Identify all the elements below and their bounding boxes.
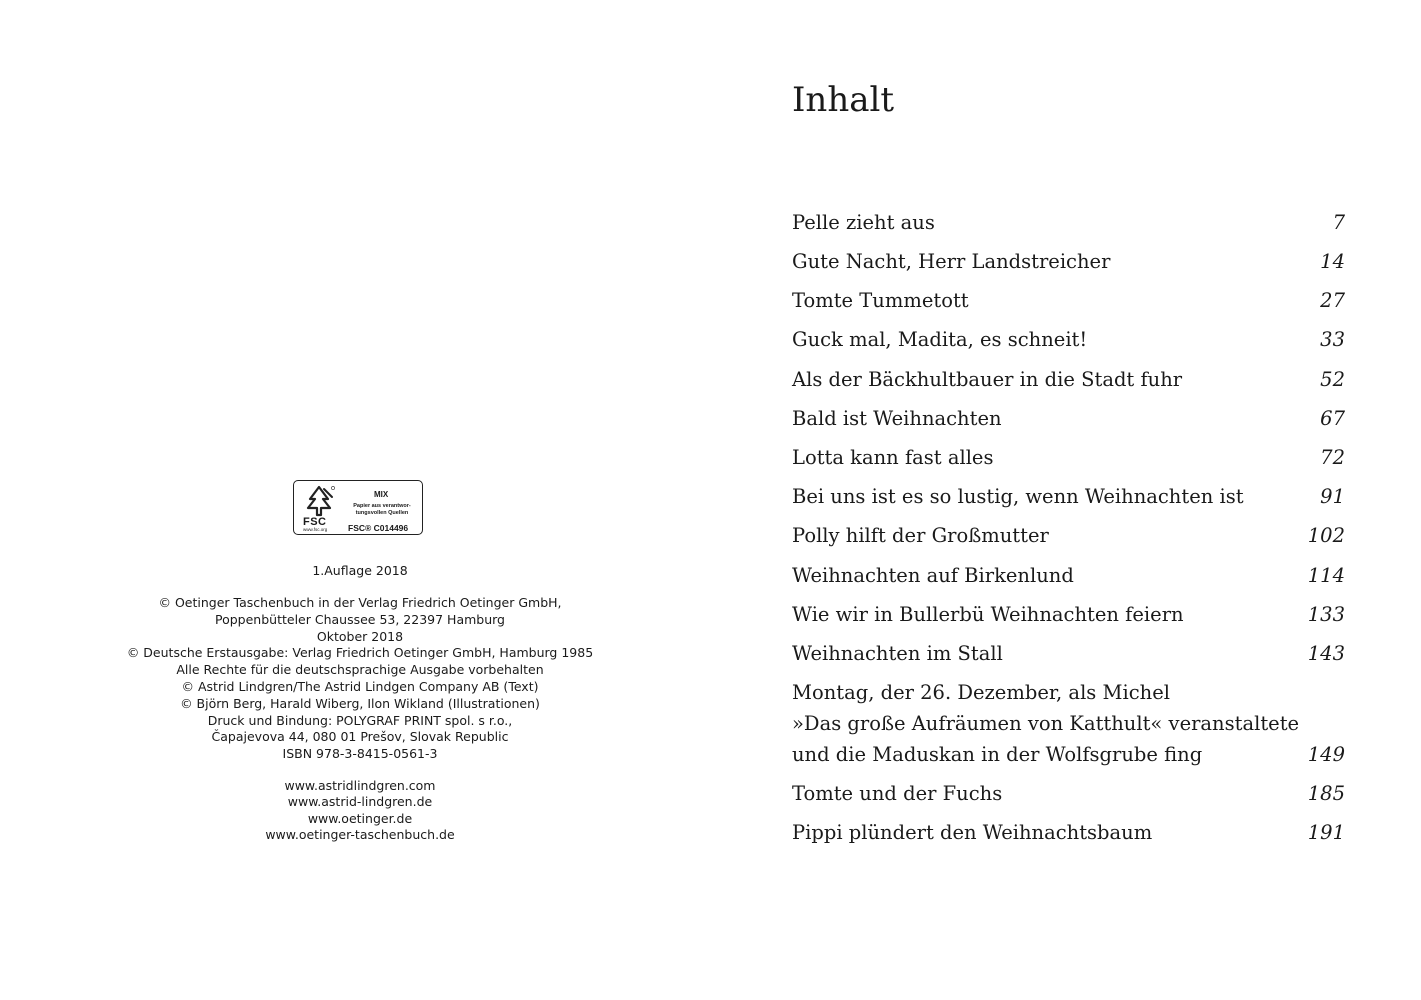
toc-entry [792, 599, 1345, 630]
toc-page-number: 133 [1307, 603, 1345, 626]
toc-entry [792, 677, 1345, 770]
toc-page-number: 7 [1332, 211, 1345, 234]
toc-entry [792, 520, 1345, 551]
toc-entry-title: Polly hilft der Großmutter [792, 524, 1049, 547]
toc-entry [792, 481, 1345, 512]
fsc-mix-label: MIX [374, 490, 389, 499]
toc-entry [792, 285, 1345, 316]
toc-entry [792, 560, 1345, 591]
toc-page-number: 102 [1307, 524, 1345, 547]
fsc-license-code: FSC® C014496 [348, 523, 409, 533]
toc-entry-title: und die Maduskan in der Wolfsgrube fing [792, 743, 1203, 766]
toc-entry [792, 324, 1345, 355]
toc-page-number: 27 [1320, 289, 1345, 312]
imprint-line: Alle Rechte für die deutschsprachige Ausgabe vorbehalten [176, 662, 544, 678]
toc-entry-title: Tomte und der Fuchs [792, 782, 1003, 805]
toc-entry [792, 207, 1345, 238]
toc-page-number: 67 [1320, 407, 1345, 430]
toc-page-number: 14 [1320, 250, 1345, 273]
imprint-line: Oktober 2018 [316, 628, 404, 644]
toc-entry [792, 246, 1345, 277]
toc-entry-title: Gute Nacht, Herr Landstreicher [792, 250, 1111, 273]
toc-title: Inhalt [792, 80, 895, 120]
toc-entry [792, 778, 1345, 809]
fsc-logo [293, 480, 423, 535]
website-link[interactable]: www.oetinger-taschenbuch.de [265, 826, 455, 842]
toc-entry-title: Bald ist Weihnachten [792, 407, 1002, 430]
imprint-page [100, 0, 620, 1000]
isbn: ISBN 978-3-8415-0561-3 [282, 746, 438, 762]
fsc-desc-line: tungsvollen Quellen [355, 510, 409, 516]
website-link[interactable]: www.astrid-lindgren.de [287, 794, 433, 810]
fsc-description [344, 503, 420, 517]
toc-entry-title: Weihnachten im Stall [792, 642, 1003, 665]
toc-entry-title: Guck mal, Madita, es schneit! [792, 328, 1088, 351]
toc-entry-title: Bei uns ist es so lustig, wenn Weihnachten ist [792, 485, 1244, 508]
toc-page-number: 143 [1307, 642, 1345, 665]
toc-entry [792, 638, 1345, 669]
toc-entry-title: Als der Bäckhultbauer in die Stadt fuhr [792, 368, 1183, 391]
toc-entry [792, 364, 1345, 395]
imprint-line: Poppenbütteler Chaussee 53, 22397 Hamburg [215, 611, 505, 627]
toc-entry-title: Tomte Tummetott [792, 289, 969, 312]
toc-entry-title: Weihnachten auf Birkenlund [792, 564, 1074, 587]
website-link[interactable]: www.astridlindgren.com [284, 778, 436, 793]
toc-page-number: 185 [1307, 782, 1345, 805]
toc-page-number: 52 [1320, 368, 1345, 391]
toc-page-number: 114 [1307, 564, 1345, 587]
imprint-line: © Deutsche Erstausgabe: Verlag Friedrich Oetinger GmbH, Hamburg 1985 [126, 645, 594, 661]
fsc-brand: FSC [303, 516, 327, 528]
imprint-text [100, 595, 620, 763]
toc-entry-title: Lotta kann fast alles [792, 446, 994, 469]
toc-entry [792, 403, 1345, 434]
toc-page-number: 149 [1307, 743, 1345, 766]
toc-page-number: 191 [1307, 821, 1345, 844]
toc-entry [792, 442, 1345, 473]
edition-line: 1.Auflage 2018 [312, 563, 408, 578]
toc-page-number: 33 [1320, 328, 1345, 351]
toc-entry-title: Pippi plündert den Weihnachtsbaum [792, 821, 1153, 844]
toc-entry-title: Pelle zieht aus [792, 211, 935, 234]
imprint-line: © Oetinger Taschenbuch in der Verlag Friedrich Oetinger GmbH, [158, 595, 562, 610]
toc-entry-title: »Das große Aufräumen von Katthult« veranstaltete [792, 712, 1300, 735]
website-link[interactable]: www.oetinger.de [307, 810, 413, 826]
imprint-line: Druck und Bindung: POLYGRAF PRINT spol. s r.o., [207, 712, 513, 728]
imprint-line: © Astrid Lindgren/The Astrid Lindgen Company AB (Text) [181, 678, 539, 694]
toc-entry-title: Montag, der 26. Dezember, als Michel [792, 681, 1170, 704]
fsc-desc-line: Papier aus verantwor- [353, 503, 411, 509]
fsc-url: www.fsc.org [303, 527, 328, 532]
website-list [100, 778, 620, 843]
imprint-line: Čapajevova 44, 080 01 Prešov, Slovak Republic [211, 729, 509, 745]
fsc-tree-icon [302, 484, 336, 518]
toc-page-number: 72 [1320, 446, 1345, 469]
toc-entry-title: Wie wir in Bullerbü Weihnachten feiern [792, 603, 1184, 626]
imprint-line: © Björn Berg, Harald Wiberg, Ilon Wikland (Illustrationen) [180, 695, 540, 711]
toc-page-number: 91 [1320, 485, 1345, 508]
toc-entry [792, 817, 1345, 848]
